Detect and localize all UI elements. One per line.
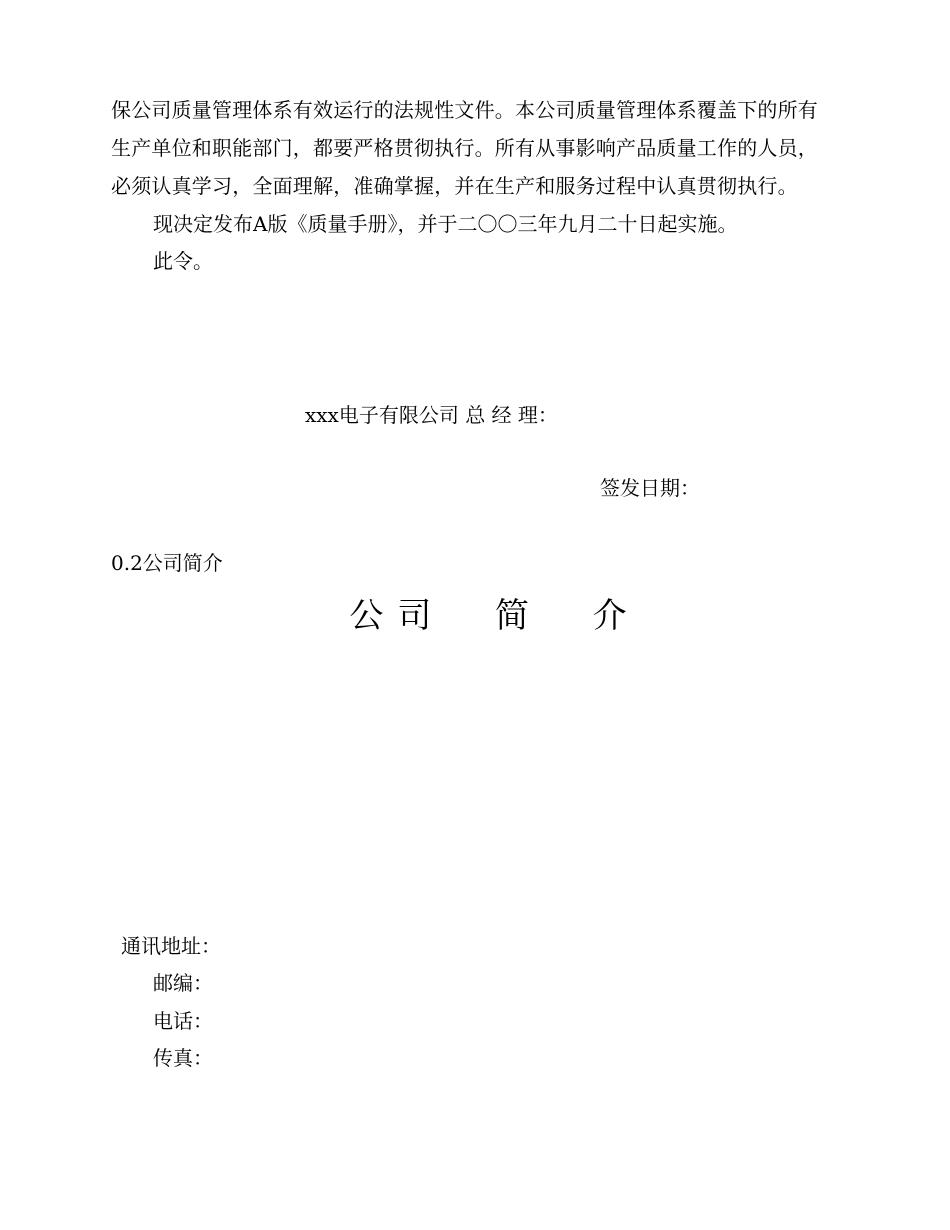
decision-statement: 现决定发布A版《质量手册》，并于二〇〇三年九月二十日起实施。: [153, 212, 738, 236]
paragraph-line-1: 保公司质量管理体系有效运行的法规性文件。本公司质量管理体系覆盖下的所有: [111, 98, 818, 122]
section-number-heading: 0.2公司简介: [111, 551, 223, 575]
closing-statement: 此令。: [153, 249, 213, 273]
phone-label: 电话：: [153, 1009, 213, 1033]
paragraph-line-2: 生产单位和职能部门，都要严格贯彻执行。所有从事影响产品质量工作的人员，: [111, 136, 818, 160]
issue-date-label: 签发日期：: [600, 476, 700, 500]
section-title: 公司 简 介: [349, 596, 641, 636]
fax-label: 传真：: [153, 1046, 213, 1070]
paragraph-line-3: 必须认真学习，全面理解，准确掌握，并在生产和服务过程中认真贯彻执行。: [111, 174, 798, 198]
company-manager-signature: xxx电子有限公司 总 经 理：: [305, 403, 558, 427]
postcode-label: 邮编：: [153, 971, 213, 995]
address-label: 通讯地址：: [121, 934, 221, 958]
